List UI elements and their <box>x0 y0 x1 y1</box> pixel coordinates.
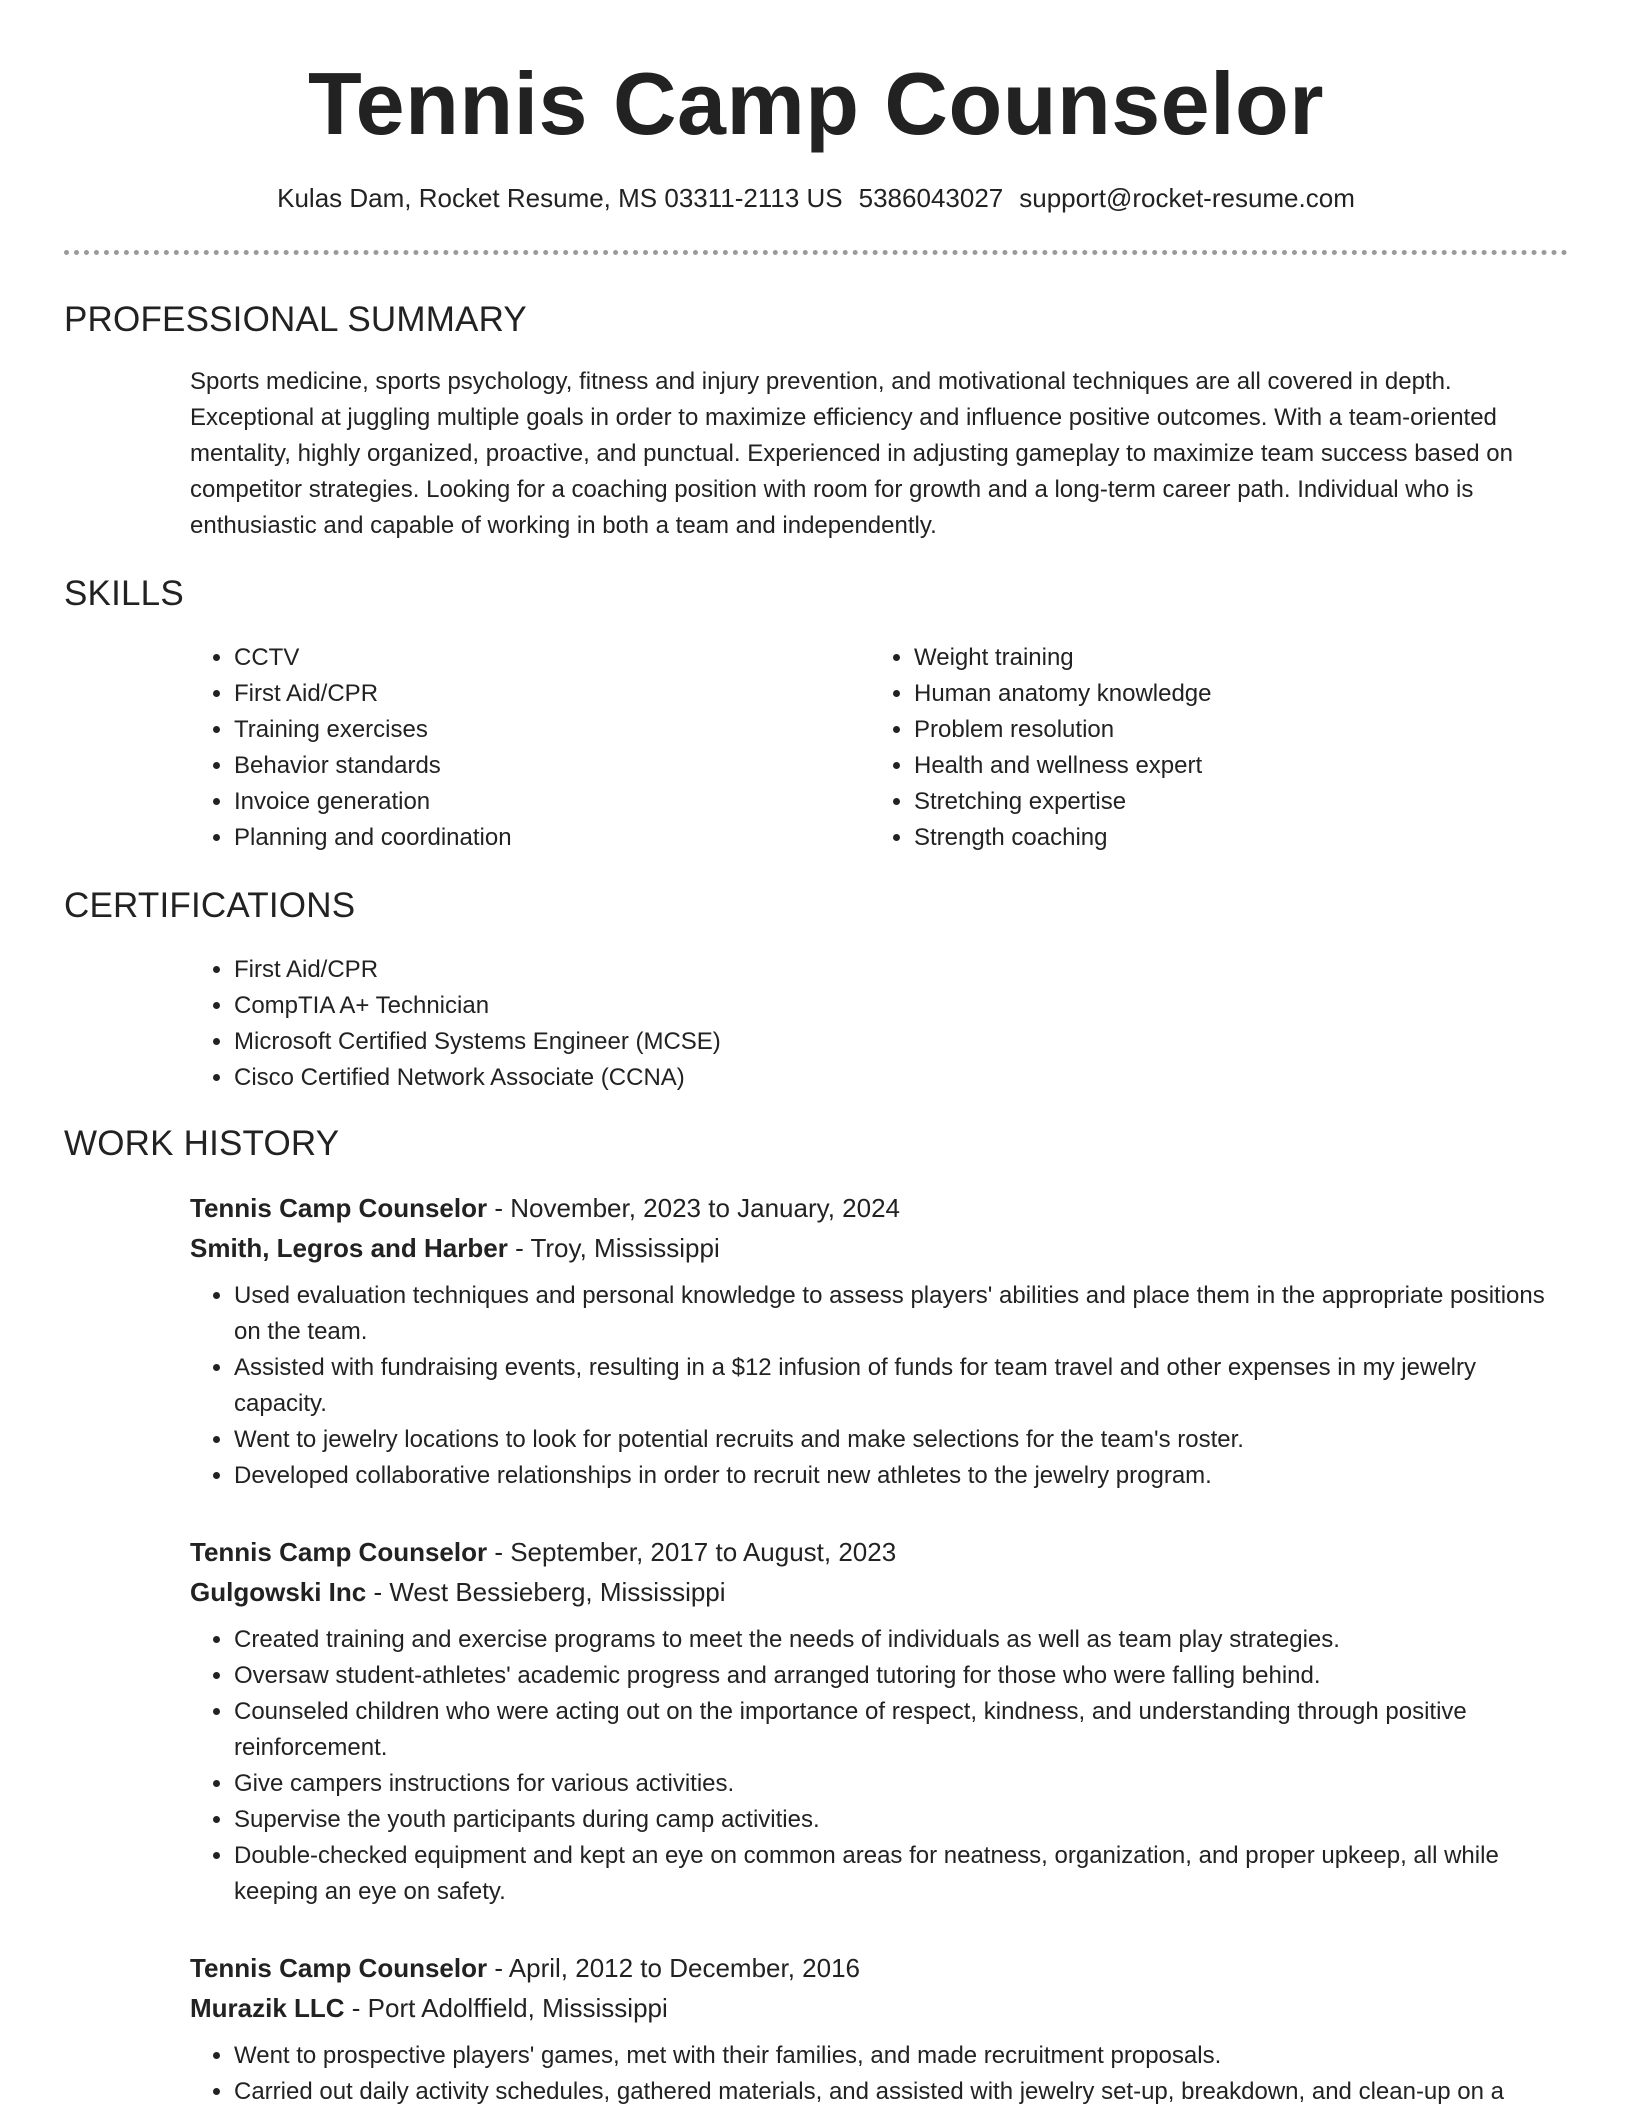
job-bullets <box>190 1278 1570 1494</box>
job-bullet: • Went to jewelry locations to look for potential recruits and make selections for the team's roster. <box>234 1422 1570 1458</box>
certification-item: • First Aid/CPR <box>234 952 721 988</box>
job-bullets <box>190 2038 1570 2110</box>
skill-item: • Stretching expertise <box>914 784 1510 820</box>
job-dates: - April, 2012 to December, 2016 <box>487 1953 860 1983</box>
job-company: Gulgowski Inc <box>190 1577 367 1607</box>
certifications-list-wrap <box>190 952 721 1096</box>
job-bullet: • Created training and exercise programs to meet the needs of individuals as well as team play strategies. <box>234 1622 1570 1658</box>
job-entry <box>190 1532 1570 1910</box>
job-location: - Port Adolffield, Mississippi <box>344 1993 668 2023</box>
job-role: Tennis Camp Counselor <box>190 1537 488 1567</box>
job-bullet: • Assisted with fundraising events, resulting in a $12 infusion of funds for team travel and other expenses in my jewelry capacity. <box>234 1350 1570 1422</box>
job-entry <box>190 1948 1570 2110</box>
job-bullet: • Used evaluation techniques and personal knowledge to assess players' abilities and place them in the appropriate positions on the team. <box>234 1278 1570 1350</box>
job-entry <box>190 1188 1570 1494</box>
skills-left-list <box>190 640 830 856</box>
skill-item: • Health and wellness expert <box>914 748 1510 784</box>
header-divider <box>64 250 1568 255</box>
skills-right-list <box>870 640 1510 856</box>
work-history-heading: WORK HISTORY <box>64 1124 340 1163</box>
skill-item: • Planning and coordination <box>234 820 830 856</box>
job-location: - West Bessieberg, Mississippi <box>366 1577 726 1607</box>
job-bullet: • Supervise the youth participants during camp activities. <box>234 1802 1570 1838</box>
job-location: - Troy, Mississippi <box>507 1233 720 1263</box>
skills-heading: SKILLS <box>64 574 184 613</box>
contact-phone: 5386043027 <box>858 183 1004 213</box>
contact-line <box>0 180 1632 216</box>
skill-item: • Weight training <box>914 640 1510 676</box>
job-company-line <box>190 1988 1570 2028</box>
certifications-list <box>190 952 721 1096</box>
job-bullet: • Developed collaborative relationships in order to recruit new athletes to the jewelry program. <box>234 1458 1570 1494</box>
job-bullet: • Give campers instructions for various activities. <box>234 1766 1570 1802</box>
skills-right-column <box>870 640 1510 856</box>
certification-item: • Cisco Certified Network Associate (CCNA) <box>234 1060 721 1096</box>
certification-item: • CompTIA A+ Technician <box>234 988 721 1024</box>
skill-item: • Invoice generation <box>234 784 830 820</box>
job-role: Tennis Camp Counselor <box>190 1193 488 1223</box>
skill-item: • Behavior standards <box>234 748 830 784</box>
skill-item: • First Aid/CPR <box>234 676 830 712</box>
job-title-line <box>190 1948 1570 1988</box>
job-bullets <box>190 1622 1570 1910</box>
skill-item: • Human anatomy knowledge <box>914 676 1510 712</box>
job-title-line <box>190 1188 1570 1228</box>
resume-name: Tennis Camp Counselor <box>307 54 1325 153</box>
job-company: Smith, Legros and Harber <box>190 1233 508 1263</box>
skill-item: • Training exercises <box>234 712 830 748</box>
skill-item: • Strength coaching <box>914 820 1510 856</box>
job-dates: - September, 2017 to August, 2023 <box>487 1537 897 1567</box>
contact-email[interactable]: support@rocket-resume.com <box>1019 183 1355 213</box>
job-company-line <box>190 1572 1570 1612</box>
certifications-heading: CERTIFICATIONS <box>64 886 356 925</box>
summary-heading: PROFESSIONAL SUMMARY <box>64 300 527 339</box>
job-bullet: • Double-checked equipment and kept an eye on common areas for neatness, organization, and proper upkeep, all while keeping an eye on safety. <box>234 1838 1570 1910</box>
contact-address: Kulas Dam, Rocket Resume, MS 03311-2113 US <box>277 183 843 213</box>
skills-left-column <box>190 640 830 856</box>
job-title-line <box>190 1532 1570 1572</box>
job-dates: - November, 2023 to January, 2024 <box>487 1193 900 1223</box>
skill-item: • Problem resolution <box>914 712 1510 748</box>
job-role: Tennis Camp Counselor <box>190 1953 488 1983</box>
summary-text: Sports medicine, sports psychology, fitness and injury prevention, and motivational techniques are all covered in depth. Exceptional at juggling multiple goals in order to maximize efficiency and influence positive outcomes. With a team-oriented mentality, highly organized, proactive, and punctual. Experienced in adjusting gameplay to maximize team success based on competitor strategies. Looking for a coaching position with room for growth and a long-term career path. Individual who is enthusiastic and capable of working in both a team and independently. <box>190 368 1513 539</box>
job-bullet: • Counseled children who were acting out on the importance of respect, kindness, and understanding through positive reinforcement. <box>234 1694 1570 1766</box>
certification-item: • Microsoft Certified Systems Engineer (MCSE) <box>234 1024 721 1060</box>
job-bullet: • Went to prospective players' games, met with their families, and made recruitment proposals. <box>234 2038 1570 2074</box>
job-bullet: • Carried out daily activity schedules, gathered materials, and assisted with jewelry set-up, breakdown, and clean-up on a <box>234 2074 1570 2110</box>
skill-item: • CCTV <box>234 640 830 676</box>
job-company: Murazik LLC <box>190 1993 345 2023</box>
job-bullet: • Oversaw student-athletes' academic progress and arranged tutoring for those who were falling behind. <box>234 1658 1570 1694</box>
job-company-line <box>190 1228 1570 1268</box>
